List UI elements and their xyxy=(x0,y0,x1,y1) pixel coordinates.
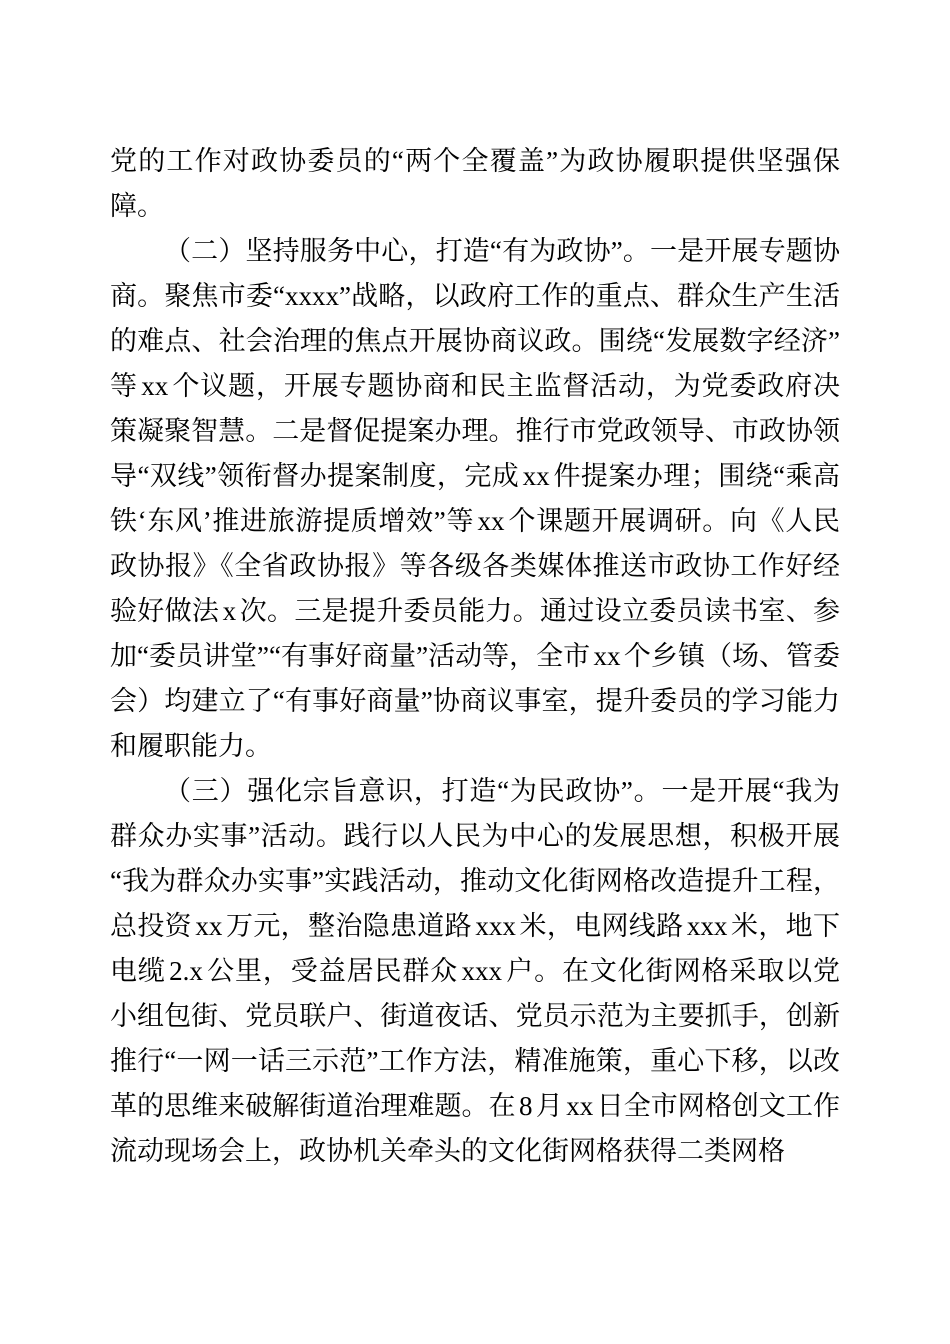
paragraph: （二）坚持服务中心，打造“有为政协”。一是开展专题协商。聚焦市委“xxxx”战略，以政府工作的重点、群众生产生活的难点、社会治理的焦点开展协商议政。围绕“发展数字经济”等xx个议题，开展专题协商和民主监督活动，为党委政府决策凝聚智慧。二是督促提案办理。推行市党政领导、市政协领导“双线”领衔督办提案制度，完成xx件提案办理；围绕“乘高铁‘东风’推进旅游提质增效”等xx个课题开展调研。向《人民政协报》《全省政协报》等各级各类媒体推送市政协工作好经验好做法x次。三是提升委员能力。通过设立委员读书室、参加“委员讲堂”“有事好商量”活动等，全市xx个乡镇（场、管委会）均建立了“有事好商量”协商议事室，提升委员的学习能力和履职能力。 xyxy=(110,236,840,761)
paragraph: 党的工作对政协委员的“两个全覆盖”为政协履职提供坚强保障。 xyxy=(110,146,840,221)
document-text-block xyxy=(110,139,840,1174)
paragraph: （三）强化宗旨意识，打造“为民政协”。一是开展“我为群众办实事”活动。践行以人民为中心的发展思想，积极开展“我为群众办实事”实践活动，推动文化街网格改造提升工程，总投资xx万元，整治隐患道路xxx米，电网线路xxx米，地下电缆2.x公里，受益居民群众xxx户。在文化街网格采取以党小组包街、党员联户、街道夜话、党员示范为主要抓手，创新推行“一网一话三示范”工作方法，精准施策，重心下移，以改革的思维来破解街道治理难题。在8月xx日全市网格创文工作流动现场会上，政协机关牵头的文化街网格获得二类网格 xyxy=(110,776,840,1166)
